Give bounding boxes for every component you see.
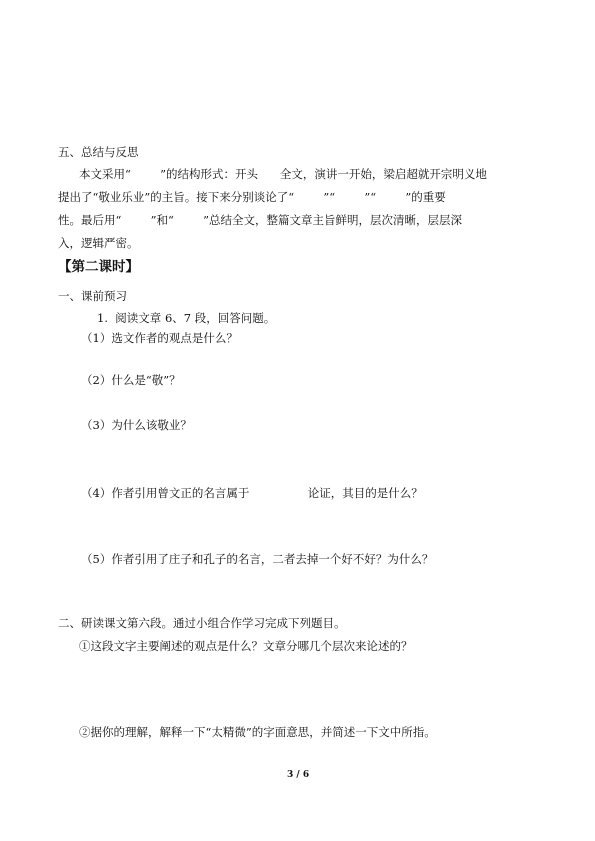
preview-question-4: （4）作者引用曾文正的名言属于 论证，其目的是什么？	[81, 486, 423, 500]
preview-task1: 1. 阅读文章 6、7 段，回答问题。	[97, 311, 276, 325]
study-question-2: ②据你的理解，解释一下“太精微”的字面意思，并简述一下文中所指。	[79, 725, 436, 739]
study-question-1: ①这段文字主要阐述的观点是什么？文章分哪几个层次来论述的？	[79, 639, 413, 653]
preview-title: 一、课前预习	[58, 289, 127, 303]
preview-question-2: （2）什么是“敬”？	[81, 373, 181, 387]
section5-line4: 入，逻辑严密。	[58, 236, 139, 250]
lesson2-heading: 【第二课时】	[58, 259, 139, 275]
preview-question-1: （1）选文作者的观点是什么？	[81, 331, 238, 345]
section5-line2: 提出了“敬业乐业”的主旨。接下来分别谈论了“ ”“ ”“ ”的重要	[58, 190, 446, 204]
page-number: 3 / 6	[287, 770, 310, 780]
preview-question-5: （5）作者引用了庄子和孔子的名言，二者去掉一个好不好？为什么？	[81, 552, 434, 566]
section5-line3: 性。最后用“ ”和“ ”总结全文，整篇文章主旨鲜明，层次清晰，层层深	[58, 213, 463, 227]
preview-question-3: （3）为什么该敬业？	[81, 418, 192, 432]
section5-title: 五、总结与反思	[58, 145, 139, 159]
study-title: 二、研读课文第六段。通过小组合作学习完成下列题目。	[58, 616, 346, 630]
section5-line1: 本文采用“ ”的结构形式：开头 全文，演讲一开始，梁启超就开宗明义地	[79, 167, 487, 181]
